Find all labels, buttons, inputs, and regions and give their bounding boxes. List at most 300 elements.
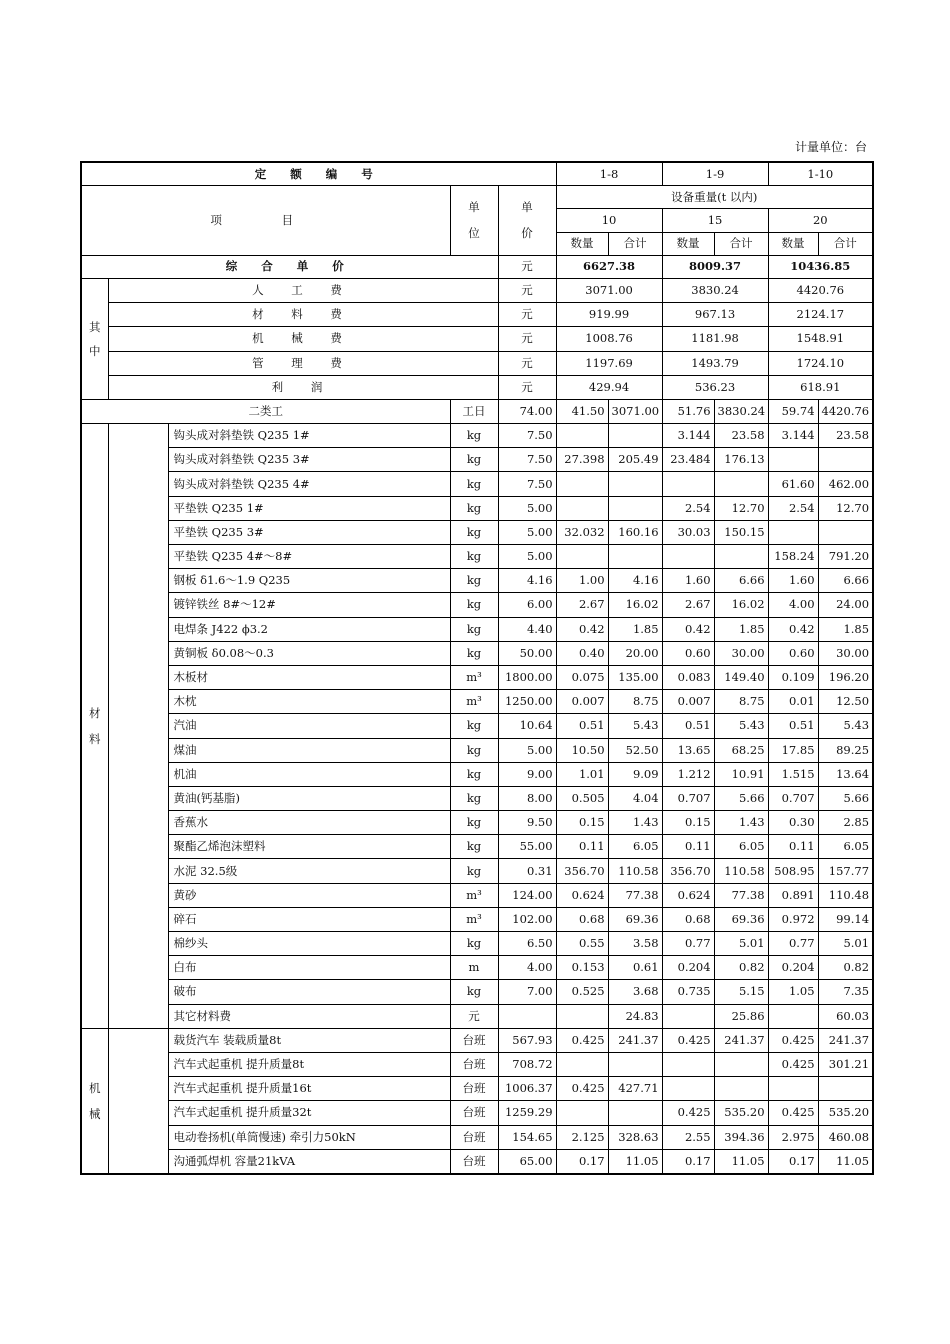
materials-row — [81, 569, 873, 593]
machinery-name: 汽车式起重机 提升质量32t — [168, 1101, 450, 1125]
materials-cell: 6.66 — [818, 569, 873, 593]
materials-cell: 356.70 — [556, 859, 608, 883]
materials-cell: 32.032 — [556, 520, 608, 544]
materials-cell: 0.60 — [768, 641, 818, 665]
including-name: 机 械 费 — [108, 327, 498, 351]
materials-name: 汽油 — [168, 714, 450, 738]
materials-cell: 27.398 — [556, 448, 608, 472]
materials-cell: 0.42 — [768, 617, 818, 641]
materials-cell: 0.109 — [768, 665, 818, 689]
materials-cell — [818, 520, 873, 544]
materials-cell — [556, 496, 608, 520]
materials-cell: 1.43 — [714, 811, 768, 835]
qty-label-1: 数量 — [556, 232, 608, 255]
sum-label-3: 合计 — [818, 232, 873, 255]
materials-cell: 0.735 — [662, 980, 714, 1004]
materials-cell: 4.04 — [608, 786, 662, 810]
materials-cell: 30.00 — [818, 641, 873, 665]
summary-unit: 元 — [498, 255, 556, 278]
materials-cell: 110.58 — [608, 859, 662, 883]
summary-row — [81, 255, 873, 278]
qty-label-3: 数量 — [768, 232, 818, 255]
materials-cell: 8.75 — [714, 690, 768, 714]
materials-cell: 3.144 — [662, 424, 714, 448]
materials-name: 平垫铁 Q235 4#～8# — [168, 545, 450, 569]
machinery-cell: 535.20 — [818, 1101, 873, 1125]
materials-cell: 0.153 — [556, 956, 608, 980]
materials-cell: 0.51 — [662, 714, 714, 738]
materials-cell: 10.91 — [714, 762, 768, 786]
labor-cell: 59.74 — [768, 399, 818, 423]
materials-cell — [556, 472, 608, 496]
materials-unit: kg — [450, 762, 498, 786]
including-value: 3071.00 — [556, 278, 662, 302]
materials-cell: 4.16 — [608, 569, 662, 593]
materials-row — [81, 980, 873, 1004]
machinery-spacer-cell — [108, 1028, 168, 1174]
materials-cell — [818, 448, 873, 472]
weight-3: 20 — [768, 209, 873, 232]
materials-cell: 0.007 — [556, 690, 608, 714]
sum-label-2: 合计 — [714, 232, 768, 255]
materials-cell — [608, 496, 662, 520]
materials-cell — [768, 1004, 818, 1028]
machinery-unit: 台班 — [450, 1125, 498, 1149]
materials-cell: 0.624 — [556, 883, 608, 907]
materials-row — [81, 545, 873, 569]
materials-cell: 0.505 — [556, 786, 608, 810]
materials-row — [81, 472, 873, 496]
materials-cell: 61.60 — [768, 472, 818, 496]
materials-cell: 150.15 — [714, 520, 768, 544]
materials-cell: 5.01 — [714, 932, 768, 956]
materials-row — [81, 714, 873, 738]
materials-cell: 0.525 — [556, 980, 608, 1004]
machinery-cell: 11.05 — [608, 1149, 662, 1174]
materials-cell — [768, 520, 818, 544]
including-row — [81, 327, 873, 351]
labor-cell: 41.50 — [556, 399, 608, 423]
materials-cell: 1.85 — [714, 617, 768, 641]
materials-cell: 13.65 — [662, 738, 714, 762]
summary-total-3: 10436.85 — [768, 255, 873, 278]
materials-name: 碎石 — [168, 907, 450, 931]
materials-unit: m — [450, 956, 498, 980]
machinery-price: 708.72 — [498, 1052, 556, 1076]
materials-cell: 7.35 — [818, 980, 873, 1004]
including-name: 管 理 费 — [108, 351, 498, 375]
machinery-cell — [662, 1052, 714, 1076]
materials-cell: 3.58 — [608, 932, 662, 956]
materials-price: 6.00 — [498, 593, 556, 617]
materials-name: 钩头成对斜垫铁 Q235 1# — [168, 424, 450, 448]
price-label: 单价 — [498, 186, 556, 256]
materials-cell: 5.43 — [818, 714, 873, 738]
machinery-cell: 328.63 — [608, 1125, 662, 1149]
weight-1: 10 — [556, 209, 662, 232]
machinery-cell — [662, 1077, 714, 1101]
including-row — [81, 375, 873, 399]
materials-unit: kg — [450, 859, 498, 883]
materials-cell: 30.03 — [662, 520, 714, 544]
materials-cell — [662, 472, 714, 496]
materials-unit: kg — [450, 811, 498, 835]
machinery-cell: 535.20 — [714, 1101, 768, 1125]
including-value: 1548.91 — [768, 327, 873, 351]
materials-row — [81, 907, 873, 931]
materials-cell: 1.00 — [556, 569, 608, 593]
including-value: 919.99 — [556, 303, 662, 327]
materials-cell: 508.95 — [768, 859, 818, 883]
materials-cell: 0.11 — [768, 835, 818, 859]
materials-cell: 1.85 — [818, 617, 873, 641]
materials-cell: 6.05 — [608, 835, 662, 859]
materials-cell: 196.20 — [818, 665, 873, 689]
materials-cell: 0.61 — [608, 956, 662, 980]
materials-cell — [608, 545, 662, 569]
materials-cell: 68.25 — [714, 738, 768, 762]
materials-row — [81, 617, 873, 641]
including-value: 4420.76 — [768, 278, 873, 302]
including-group-label: 其中 — [81, 278, 108, 399]
materials-cell: 5.01 — [818, 932, 873, 956]
including-unit: 元 — [498, 351, 556, 375]
materials-unit: m³ — [450, 883, 498, 907]
machinery-price: 65.00 — [498, 1149, 556, 1174]
summary-label: 综 合 单 价 — [81, 255, 498, 278]
machinery-cell — [608, 1101, 662, 1125]
materials-row — [81, 641, 873, 665]
materials-price: 4.40 — [498, 617, 556, 641]
machinery-group-label: 机械 — [81, 1028, 108, 1174]
machinery-cell: 394.36 — [714, 1125, 768, 1149]
materials-name: 聚酯乙烯泡沫塑料 — [168, 835, 450, 859]
materials-row — [81, 883, 873, 907]
materials-name: 黄油(钙基脂) — [168, 786, 450, 810]
materials-cell — [714, 472, 768, 496]
materials-cell: 16.02 — [714, 593, 768, 617]
materials-row — [81, 738, 873, 762]
materials-row — [81, 593, 873, 617]
materials-name: 机油 — [168, 762, 450, 786]
materials-unit: kg — [450, 738, 498, 762]
materials-name: 水泥 32.5级 — [168, 859, 450, 883]
materials-price: 5.00 — [498, 545, 556, 569]
including-value: 1008.76 — [556, 327, 662, 351]
materials-unit: kg — [450, 424, 498, 448]
sum-label-1: 合计 — [608, 232, 662, 255]
machinery-cell: 2.975 — [768, 1125, 818, 1149]
machinery-price: 154.65 — [498, 1125, 556, 1149]
materials-cell — [662, 545, 714, 569]
machinery-row — [81, 1125, 873, 1149]
materials-cell: 1.60 — [768, 569, 818, 593]
materials-cell: 0.15 — [662, 811, 714, 835]
materials-unit: kg — [450, 520, 498, 544]
materials-cell: 2.67 — [556, 593, 608, 617]
materials-row — [81, 811, 873, 835]
materials-cell: 158.24 — [768, 545, 818, 569]
materials-row — [81, 520, 873, 544]
materials-unit: kg — [450, 980, 498, 1004]
materials-cell — [662, 1004, 714, 1028]
quota-no-2: 1-9 — [662, 162, 768, 186]
materials-cell: 0.15 — [556, 811, 608, 835]
materials-cell: 160.16 — [608, 520, 662, 544]
materials-name: 白布 — [168, 956, 450, 980]
materials-cell: 3.68 — [608, 980, 662, 1004]
materials-unit: kg — [450, 569, 498, 593]
materials-cell: 13.64 — [818, 762, 873, 786]
machinery-cell: 460.08 — [818, 1125, 873, 1149]
materials-cell: 0.51 — [768, 714, 818, 738]
materials-cell — [556, 545, 608, 569]
materials-cell: 5.66 — [714, 786, 768, 810]
materials-name: 平垫铁 Q235 3# — [168, 520, 450, 544]
materials-cell: 4.00 — [768, 593, 818, 617]
materials-cell: 1.212 — [662, 762, 714, 786]
materials-name: 黄铜板 δ0.08～0.3 — [168, 641, 450, 665]
materials-name: 平垫铁 Q235 1# — [168, 496, 450, 520]
materials-spacer-cell — [108, 424, 168, 1029]
including-value: 618.91 — [768, 375, 873, 399]
materials-cell: 0.204 — [662, 956, 714, 980]
materials-name: 电焊条 J422 ϕ3.2 — [168, 617, 450, 641]
materials-cell: 110.48 — [818, 883, 873, 907]
materials-price: 1800.00 — [498, 665, 556, 689]
materials-cell: 10.50 — [556, 738, 608, 762]
materials-unit: kg — [450, 835, 498, 859]
materials-unit: m³ — [450, 690, 498, 714]
machinery-cell: 0.17 — [768, 1149, 818, 1174]
materials-cell: 5.15 — [714, 980, 768, 1004]
machinery-cell: 0.425 — [662, 1101, 714, 1125]
machinery-cell: 301.21 — [818, 1052, 873, 1076]
materials-cell: 2.54 — [768, 496, 818, 520]
including-unit: 元 — [498, 303, 556, 327]
machinery-unit: 台班 — [450, 1149, 498, 1174]
materials-name: 钩头成对斜垫铁 Q235 3# — [168, 448, 450, 472]
machinery-unit: 台班 — [450, 1052, 498, 1076]
machinery-cell: 11.05 — [714, 1149, 768, 1174]
including-value: 967.13 — [662, 303, 768, 327]
materials-unit: kg — [450, 593, 498, 617]
qty-label-2: 数量 — [662, 232, 714, 255]
machinery-cell — [556, 1101, 608, 1125]
materials-cell — [556, 424, 608, 448]
materials-cell: 0.891 — [768, 883, 818, 907]
materials-row — [81, 665, 873, 689]
materials-cell: 12.70 — [818, 496, 873, 520]
machinery-name: 载货汽车 装载质量8t — [168, 1028, 450, 1052]
materials-row — [81, 932, 873, 956]
including-name: 材 料 费 — [108, 303, 498, 327]
materials-cell: 791.20 — [818, 545, 873, 569]
including-value: 1493.79 — [662, 351, 768, 375]
machinery-cell: 0.425 — [768, 1101, 818, 1125]
materials-cell: 3.144 — [768, 424, 818, 448]
materials-cell: 17.85 — [768, 738, 818, 762]
quota-no-1: 1-8 — [556, 162, 662, 186]
materials-cell: 20.00 — [608, 641, 662, 665]
materials-cell: 69.36 — [714, 907, 768, 931]
materials-name: 棉纱头 — [168, 932, 450, 956]
materials-price: 5.00 — [498, 738, 556, 762]
materials-cell: 0.11 — [556, 835, 608, 859]
unit-note: 计量单位：台 — [794, 140, 867, 154]
materials-cell: 69.36 — [608, 907, 662, 931]
machinery-cell: 11.05 — [818, 1149, 873, 1174]
including-section — [81, 278, 873, 399]
materials-cell: 0.204 — [768, 956, 818, 980]
materials-cell: 24.83 — [608, 1004, 662, 1028]
materials-cell — [608, 424, 662, 448]
materials-row — [81, 835, 873, 859]
materials-cell: 30.00 — [714, 641, 768, 665]
materials-cell: 0.82 — [714, 956, 768, 980]
materials-cell: 1.515 — [768, 762, 818, 786]
materials-cell: 77.38 — [608, 883, 662, 907]
materials-unit: kg — [450, 545, 498, 569]
materials-cell: 0.707 — [662, 786, 714, 810]
machinery-cell — [556, 1052, 608, 1076]
materials-cell: 0.972 — [768, 907, 818, 931]
machinery-cell: 0.425 — [768, 1052, 818, 1076]
machinery-cell: 241.37 — [608, 1028, 662, 1052]
materials-name: 破布 — [168, 980, 450, 1004]
materials-cell: 5.43 — [714, 714, 768, 738]
materials-cell: 6.05 — [714, 835, 768, 859]
materials-cell — [608, 472, 662, 496]
materials-cell: 0.68 — [662, 907, 714, 931]
materials-price: 6.50 — [498, 932, 556, 956]
machinery-row — [81, 1101, 873, 1125]
materials-cell: 157.77 — [818, 859, 873, 883]
machinery-cell: 2.125 — [556, 1125, 608, 1149]
machinery-name: 沟通弧焊机 容量21kVA — [168, 1149, 450, 1174]
materials-cell: 6.05 — [818, 835, 873, 859]
materials-name: 香蕉水 — [168, 811, 450, 835]
machinery-section — [81, 1028, 873, 1174]
including-row — [81, 351, 873, 375]
including-unit: 元 — [498, 327, 556, 351]
materials-cell: 60.03 — [818, 1004, 873, 1028]
labor-unit: 工日 — [450, 399, 498, 423]
materials-name: 其它材料费 — [168, 1004, 450, 1028]
labor-cell: 3071.00 — [608, 399, 662, 423]
materials-unit: kg — [450, 472, 498, 496]
labor-name: 二类工 — [81, 399, 450, 423]
materials-name: 钢板 δ1.6～1.9 Q235 — [168, 569, 450, 593]
materials-cell: 1.60 — [662, 569, 714, 593]
machinery-cell — [768, 1077, 818, 1101]
materials-name: 煤油 — [168, 738, 450, 762]
materials-group-label: 材料 — [81, 424, 108, 1029]
quota-no-row — [81, 162, 873, 186]
materials-cell: 99.14 — [818, 907, 873, 931]
materials-unit: kg — [450, 641, 498, 665]
materials-price: 7.50 — [498, 472, 556, 496]
machinery-row — [81, 1052, 873, 1076]
materials-cell: 462.00 — [818, 472, 873, 496]
machinery-name: 汽车式起重机 提升质量16t — [168, 1077, 450, 1101]
machinery-unit: 台班 — [450, 1101, 498, 1125]
materials-price: 10.64 — [498, 714, 556, 738]
materials-price: 124.00 — [498, 883, 556, 907]
materials-cell: 16.02 — [608, 593, 662, 617]
machinery-unit: 台班 — [450, 1077, 498, 1101]
materials-name: 黄砂 — [168, 883, 450, 907]
machinery-price: 1259.29 — [498, 1101, 556, 1125]
materials-cell — [714, 545, 768, 569]
labor-cell: 4420.76 — [818, 399, 873, 423]
materials-price: 7.50 — [498, 424, 556, 448]
machinery-cell: 0.17 — [556, 1149, 608, 1174]
materials-cell — [768, 448, 818, 472]
including-name: 利 润 — [108, 375, 498, 399]
materials-cell — [556, 1004, 608, 1028]
machinery-cell — [714, 1077, 768, 1101]
including-value: 2124.17 — [768, 303, 873, 327]
materials-price: 0.31 — [498, 859, 556, 883]
materials-price — [498, 1004, 556, 1028]
machinery-cell: 0.425 — [556, 1028, 608, 1052]
materials-cell: 0.51 — [556, 714, 608, 738]
machinery-price: 567.93 — [498, 1028, 556, 1052]
materials-section — [81, 424, 873, 1029]
materials-cell: 205.49 — [608, 448, 662, 472]
machinery-price: 1006.37 — [498, 1077, 556, 1101]
weight-label-row — [81, 186, 873, 209]
materials-cell: 23.484 — [662, 448, 714, 472]
materials-cell: 0.55 — [556, 932, 608, 956]
materials-price: 7.50 — [498, 448, 556, 472]
materials-unit: 元 — [450, 1004, 498, 1028]
materials-unit: m³ — [450, 907, 498, 931]
machinery-row — [81, 1149, 873, 1174]
machinery-cell: 0.425 — [768, 1028, 818, 1052]
labor-row — [81, 399, 873, 423]
materials-cell: 1.85 — [608, 617, 662, 641]
machinery-cell: 241.37 — [714, 1028, 768, 1052]
including-value: 429.94 — [556, 375, 662, 399]
machinery-row — [81, 1028, 873, 1052]
materials-unit: kg — [450, 617, 498, 641]
including-value: 1197.69 — [556, 351, 662, 375]
materials-cell: 0.77 — [662, 932, 714, 956]
materials-cell: 135.00 — [608, 665, 662, 689]
materials-name: 镀锌铁丝 8#～12# — [168, 593, 450, 617]
machinery-row — [81, 1077, 873, 1101]
machinery-cell: 2.55 — [662, 1125, 714, 1149]
machinery-name: 汽车式起重机 提升质量8t — [168, 1052, 450, 1076]
materials-cell: 25.86 — [714, 1004, 768, 1028]
materials-cell: 356.70 — [662, 859, 714, 883]
machinery-cell: 0.17 — [662, 1149, 714, 1174]
materials-cell: 23.58 — [714, 424, 768, 448]
item-label: 项 目 — [81, 186, 450, 256]
materials-unit: kg — [450, 786, 498, 810]
materials-row — [81, 424, 873, 448]
materials-cell: 77.38 — [714, 883, 768, 907]
materials-price: 7.00 — [498, 980, 556, 1004]
machinery-cell: 241.37 — [818, 1028, 873, 1052]
including-row — [81, 278, 873, 302]
unit-label: 单位 — [450, 186, 498, 256]
machinery-cell — [608, 1052, 662, 1076]
materials-unit: kg — [450, 932, 498, 956]
summary-total-1: 6627.38 — [556, 255, 662, 278]
